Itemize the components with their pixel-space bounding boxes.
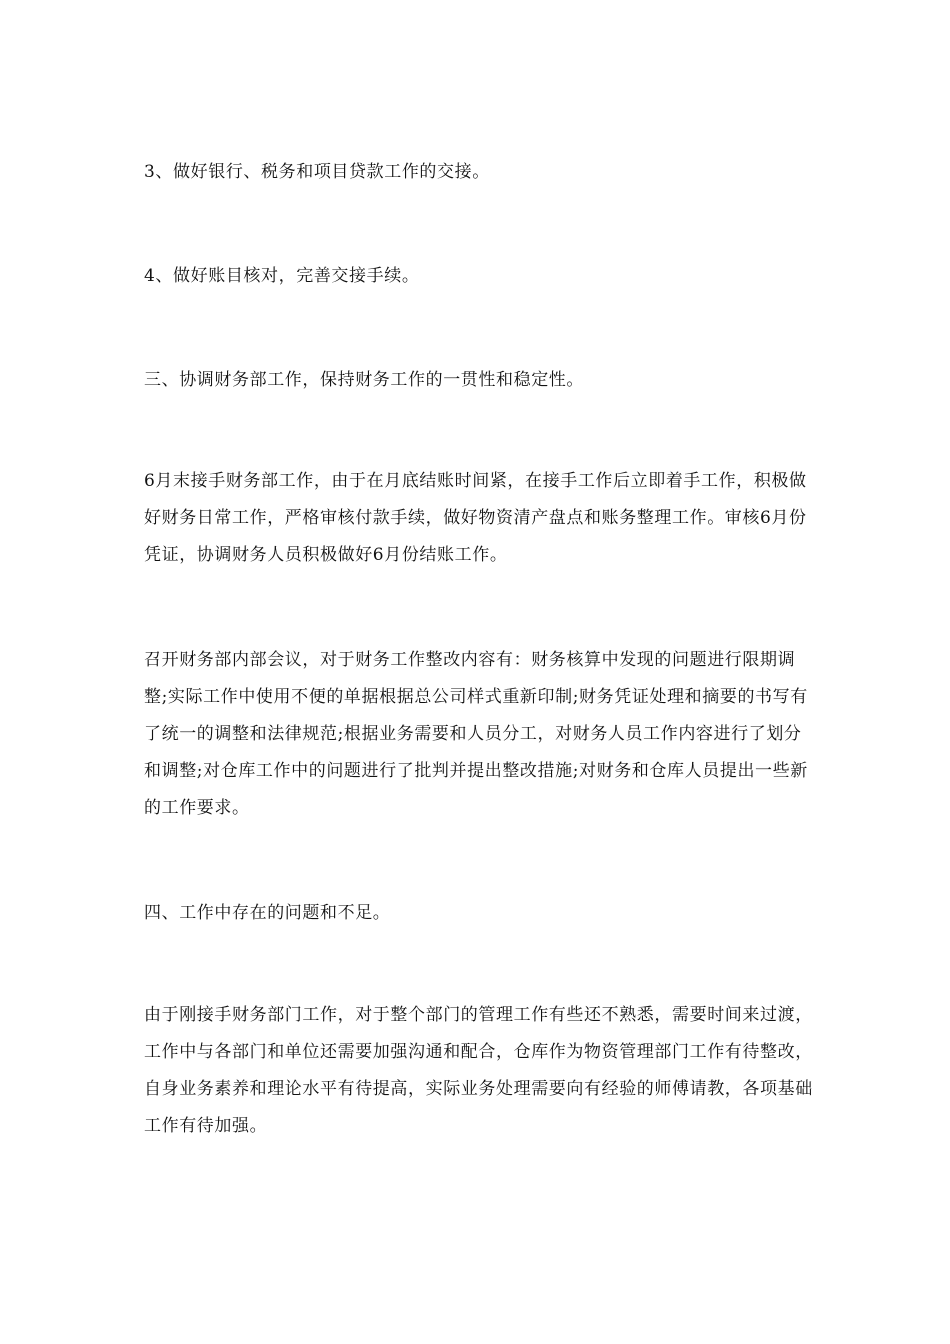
body-paragraph: 由于刚接手财务部门工作，对于整个部门的管理工作有些还不熟悉，需要时间来过渡，工作中与各部门和单位还需要加强沟通和配合，仓库作为物资管理部门工作有待整改，自身业务素养和理论水平有待提高，实际业务处理需要向有经验的师傅请教，各项基础工作有待加强。: [144, 1005, 813, 1136]
section-3-heading: 三、协调财务部工作，保持财务工作的一贯性和稳定性。: [144, 370, 584, 390]
body-paragraph: 6月末接手财务部工作，由于在月底结账时间紧，在接手工作后立即着手工作，积极做好财务日常工作，严格审核付款手续，做好物资清产盘点和账务整理工作。审核6月份凭证，协调财务人员积极做好6月份结账工作。: [144, 471, 807, 565]
section-4-heading: 四、工作中存在的问题和不足。: [144, 903, 391, 923]
body-paragraph: 召开财务部内部会议，对于财务工作整改内容有：财务核算中发现的问题进行限期调整;实际工作中使用不便的单据根据总公司样式重新印制;财务凭证处理和摘要的书写有了统一的调整和法律规范;根据业务需要和人员分工，对财务人员工作内容进行了划分和调整;对仓库工作中的问题进行了批判并提出整改措施;对财务和仓库人员提出一些新的工作要求。: [144, 650, 808, 818]
item-3-text: 3、做好银行、税务和项目贷款工作的交接。: [144, 162, 490, 182]
item-4-text: 4、做好账目核对，完善交接手续。: [144, 266, 420, 286]
